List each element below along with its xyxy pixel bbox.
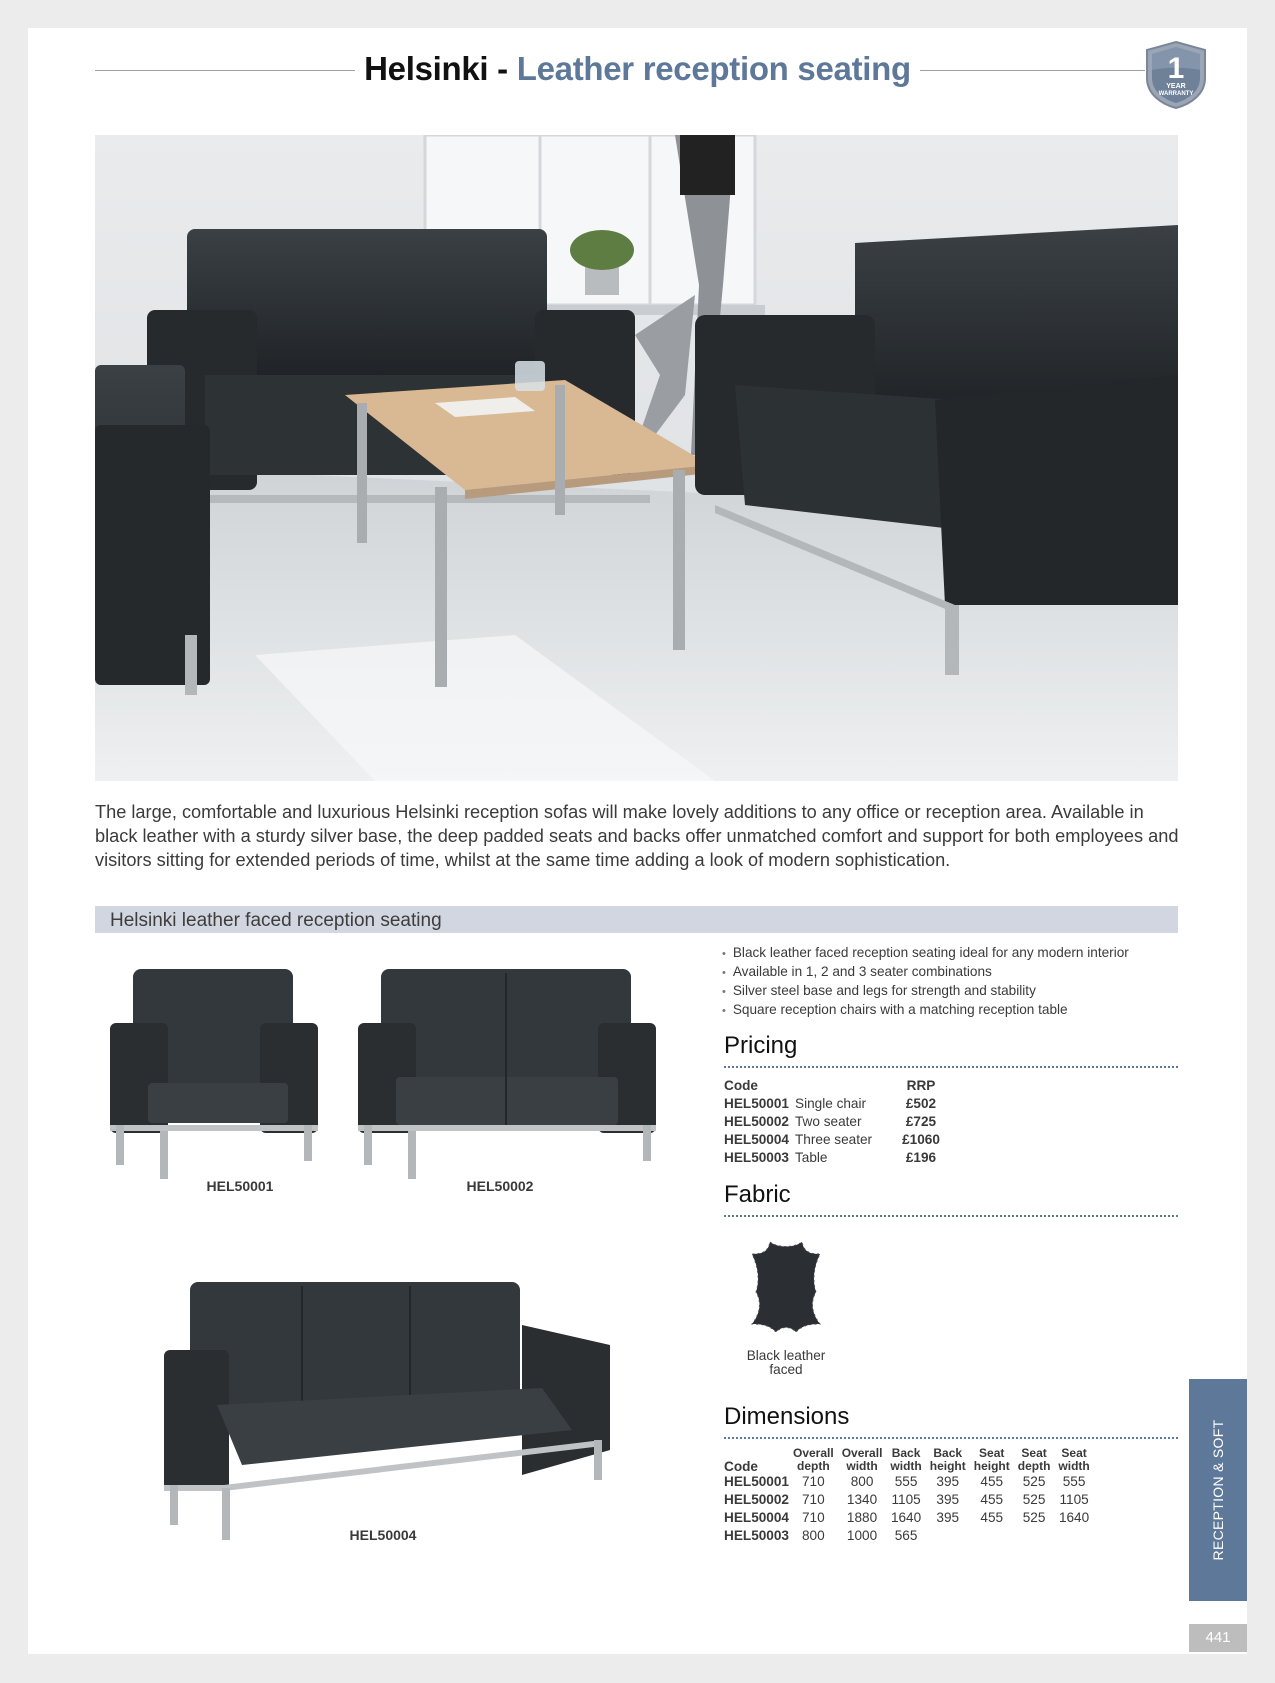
col-seat-height: Seat height xyxy=(973,1446,1010,1473)
col-rrp: RRP xyxy=(906,1078,936,1093)
list-item: • Silver steel base and legs for strength and stability xyxy=(722,982,1129,1001)
leather-hide-icon xyxy=(750,1240,822,1332)
table-row: HEL50001 710 800 555 395 455 525 555 xyxy=(724,1474,1086,1489)
col-overall-depth: Overall depth xyxy=(793,1446,834,1473)
col-seat-depth: Seat depth xyxy=(1017,1446,1051,1473)
product-image-single-chair xyxy=(108,965,320,1190)
side-tab-label: RECEPTION & SOFT xyxy=(1210,1419,1226,1561)
dimensions-table xyxy=(724,1447,1094,1545)
pricing-heading: Pricing xyxy=(724,1032,798,1059)
table-row xyxy=(724,1077,940,1095)
list-item: • Available in 1, 2 and 3 seater combinations xyxy=(722,963,1129,982)
badge-line1: YEAR xyxy=(1166,83,1186,90)
fabric-divider xyxy=(724,1215,1178,1217)
product-code-hel50004: HEL50004 xyxy=(349,1527,417,1543)
dimensions-divider xyxy=(724,1437,1178,1439)
warranty-badge-icon xyxy=(1143,40,1209,110)
badge-number: 1 xyxy=(1167,52,1185,85)
col-overall-width: Overall width xyxy=(841,1446,883,1473)
page-number: 441 xyxy=(1189,1624,1247,1652)
feature-list xyxy=(722,944,1129,1020)
section-bar xyxy=(95,906,1178,933)
section-title: Helsinki leather faced reception seating xyxy=(110,910,442,931)
title-desc: Leather reception seating xyxy=(516,50,911,87)
table-row xyxy=(724,1447,1094,1473)
hero-photo xyxy=(95,135,1178,781)
product-code-hel50001: HEL50001 xyxy=(206,1178,274,1194)
title-model: Helsinki - xyxy=(364,50,517,87)
col-back-width: Back width xyxy=(890,1446,922,1473)
table-row: HEL50004 Three seater £1060 xyxy=(724,1132,940,1147)
page-title xyxy=(0,50,1275,88)
col-seat-width: Seat width xyxy=(1058,1446,1090,1473)
table-row: HEL50002 710 1340 1105 395 455 525 1105 xyxy=(724,1492,1089,1507)
table-row: HEL50003 Table £196 xyxy=(724,1150,937,1165)
table-row: HEL50004 710 1880 1640 395 455 525 1640 xyxy=(724,1510,1090,1525)
fabric-label: Black leather faced xyxy=(746,1348,826,1377)
list-item: • Square reception chairs with a matching reception table xyxy=(722,1001,1129,1020)
section-side-tab xyxy=(1189,1379,1247,1601)
fabric-heading: Fabric xyxy=(724,1181,791,1208)
badge-line2: WARRANTY xyxy=(1158,91,1194,97)
product-image-three-seater xyxy=(162,1270,612,1550)
product-image-two-seater xyxy=(356,965,658,1190)
table-row: HEL50002 Two seater £725 xyxy=(724,1114,937,1129)
pricing-table xyxy=(724,1077,940,1167)
col-code: Code xyxy=(724,1078,758,1093)
product-code-hel50002: HEL50002 xyxy=(466,1178,534,1194)
pricing-divider xyxy=(724,1066,1178,1068)
intro-paragraph: The large, comfortable and luxurious Helsinki reception sofas will make lovely additions to any office or reception area. Available in black leather with a sturdy silver base, the deep padded seats and backs offer unmatched comfort and support for both employees and visitors sitting for extended periods of time, whilst at the same time adding a look of modern sophistication. xyxy=(95,802,1179,870)
col-code: Code xyxy=(724,1459,758,1474)
table-row: HEL50001 Single chair £502 xyxy=(724,1096,937,1111)
dimensions-heading: Dimensions xyxy=(724,1403,850,1430)
col-back-height: Back height xyxy=(929,1446,966,1473)
list-item: • Black leather faced reception seating ideal for any modern interior xyxy=(722,944,1129,963)
table-row: HEL50003 800 1000 565 xyxy=(724,1528,918,1543)
